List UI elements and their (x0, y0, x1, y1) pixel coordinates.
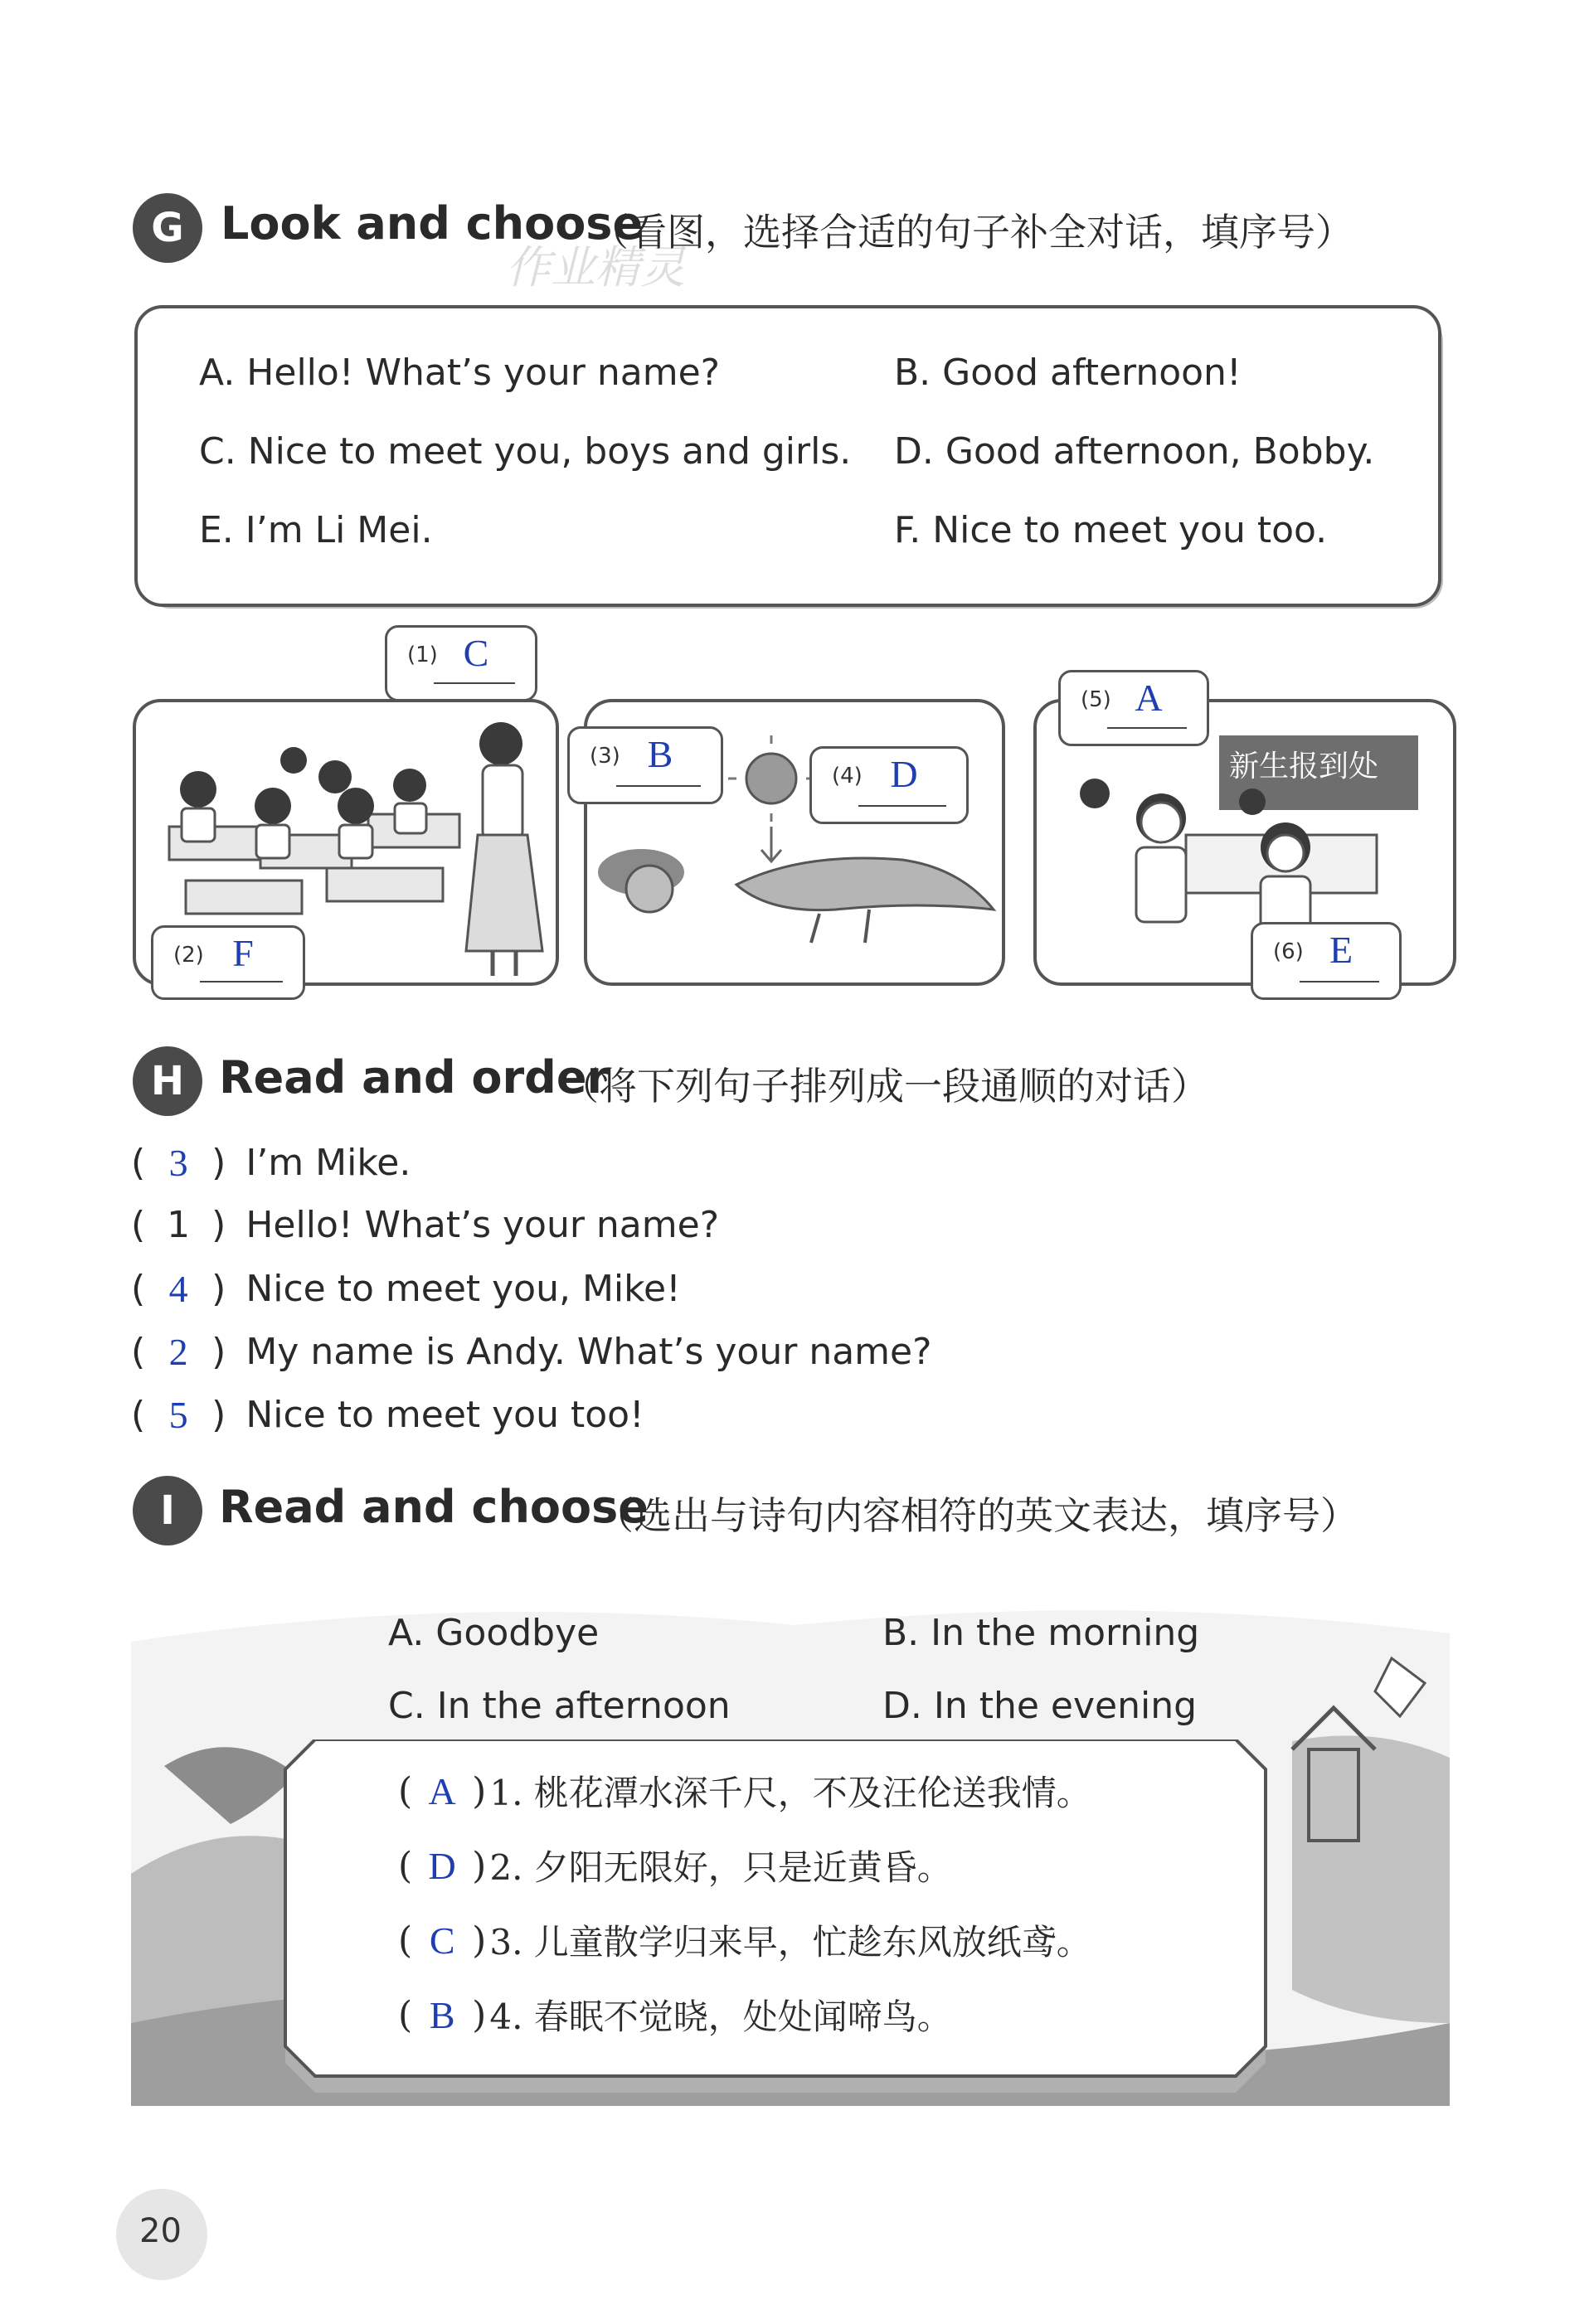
section-i-badge: I (133, 1476, 202, 1545)
option-e: E. I’m Li Mei. (199, 509, 433, 551)
speech-bubble-2 (151, 925, 305, 1000)
poem-text-3: 3. 儿童散学归来早，忙趁东风放纸鸢。 (489, 1922, 1091, 1963)
order-answer-5: 5 (168, 1394, 188, 1436)
option-a: A. Hello! What’s your name? (199, 352, 721, 394)
bubble-1-answer: C (463, 632, 489, 674)
paren-close: ) (211, 1142, 226, 1184)
order-item-5 (131, 1393, 644, 1437)
bubble-6-blank (1300, 981, 1379, 982)
order-text-3: Nice to meet you, Mike! (245, 1268, 681, 1310)
paren-open: ( (398, 1844, 413, 1887)
option-f: F. Nice to meet you too. (894, 509, 1328, 551)
paren-close: ) (211, 1331, 226, 1373)
section-h-title: Read and order (219, 1051, 610, 1104)
bubble-6-number: (6) (1273, 939, 1304, 964)
bubble-2-blank (200, 981, 283, 982)
poem-option-d: D. In the evening (882, 1685, 1198, 1727)
paren-open: ( (398, 1769, 413, 1812)
section-g-badge: G (133, 193, 202, 263)
order-answer-2: 1 (167, 1204, 191, 1246)
order-item-1 (131, 1141, 411, 1185)
section-g-title: Look and choose (221, 197, 644, 250)
section-h-instruction: （将下列句子排列成一段通顺的对话） (561, 1064, 1209, 1109)
poem-answer-4: B (429, 1993, 455, 2036)
poem-answer-3: C (429, 1919, 455, 1962)
paren-close: ) (211, 1204, 226, 1246)
section-g-instruction: （看图，选择合适的句子补全对话，填序号） (590, 210, 1353, 255)
bubble-5-blank (1107, 727, 1187, 729)
speech-bubble-5 (1058, 670, 1209, 746)
speech-bubble-1 (385, 625, 537, 701)
paren-close: ) (472, 1919, 487, 1962)
order-text-2: Hello! What’s your name? (245, 1204, 720, 1246)
bubble-2-answer: F (232, 932, 254, 974)
page-number: 20 (139, 2212, 182, 2250)
order-item-2 (131, 1204, 719, 1246)
poem-answer-1: A (428, 1769, 456, 1812)
paren-open: ( (131, 1142, 146, 1184)
section-h-badge: H (133, 1046, 202, 1116)
order-text-4: My name is Andy. What’s your name? (245, 1331, 932, 1373)
paren-open: ( (398, 1993, 413, 2036)
bubble-4-blank (858, 805, 946, 807)
speech-bubble-3 (567, 726, 723, 804)
order-item-4 (131, 1330, 931, 1374)
options-box (134, 305, 1441, 607)
bubble-3-answer: B (647, 733, 673, 775)
order-answer-1: 3 (168, 1142, 188, 1184)
sign-label: 新生报到处 (1229, 750, 1379, 784)
poem-option-a: A. Goodbye (388, 1612, 600, 1654)
paren-close: ) (472, 1993, 487, 2036)
bubble-1-number: (1) (407, 643, 438, 667)
poem-text-1: 1. 桃花潭水深千尺，不及汪伦送我情。 (489, 1773, 1091, 1813)
option-d: D. Good afternoon, Bobby. (894, 430, 1375, 473)
paren-open: ( (131, 1268, 146, 1310)
bubble-6-answer: E (1329, 929, 1353, 971)
bubble-3-number: (3) (590, 744, 620, 769)
poem-option-c: C. In the afternoon (388, 1685, 731, 1727)
bubble-4-answer: D (890, 753, 918, 795)
section-i-instruction: （选出与诗句内容相符的英文表达，填序号） (595, 1493, 1358, 1538)
poem-text-4: 4. 春眠不觉晓，处处闻啼鸟。 (489, 1997, 952, 2037)
bubble-1-blank (434, 682, 515, 684)
poem-answer-2: D (428, 1844, 456, 1887)
order-answer-4: 2 (168, 1331, 188, 1373)
bubble-4-number: (4) (832, 764, 863, 788)
poem-item-4 (398, 1990, 952, 2040)
poem-text-2: 2. 夕阳无限好，只是近黄昏。 (489, 1847, 952, 1888)
paren-open: ( (131, 1394, 146, 1436)
paren-close: ) (472, 1844, 487, 1887)
bubble-5-answer: A (1135, 677, 1163, 719)
poem-item-2 (398, 1841, 952, 1890)
paren-close: ) (472, 1769, 487, 1812)
order-text-5: Nice to meet you too! (245, 1394, 644, 1436)
order-item-3 (131, 1267, 681, 1311)
order-answer-3: 4 (168, 1268, 188, 1310)
poem-item-3 (398, 1915, 1091, 1965)
paren-close: ) (211, 1268, 226, 1310)
option-b: B. Good afternoon! (894, 352, 1242, 394)
bubble-5-number: (5) (1081, 687, 1111, 712)
poem-option-b: B. In the morning (882, 1612, 1200, 1654)
bubble-3-blank (616, 785, 701, 787)
paren-open: ( (131, 1204, 146, 1246)
speech-bubble-6 (1251, 922, 1402, 1000)
order-text-1: I’m Mike. (245, 1142, 411, 1184)
bubble-2-number: (2) (173, 943, 204, 968)
option-c: C. Nice to meet you, boys and girls. (199, 430, 852, 473)
section-i-title: Read and choose (219, 1481, 649, 1533)
poem-item-1 (398, 1766, 1091, 1816)
paren-close: ) (211, 1394, 226, 1436)
speech-bubble-4 (809, 746, 969, 824)
paren-open: ( (398, 1919, 413, 1962)
paren-open: ( (131, 1331, 146, 1373)
watermark: 作业精灵 (506, 241, 685, 294)
